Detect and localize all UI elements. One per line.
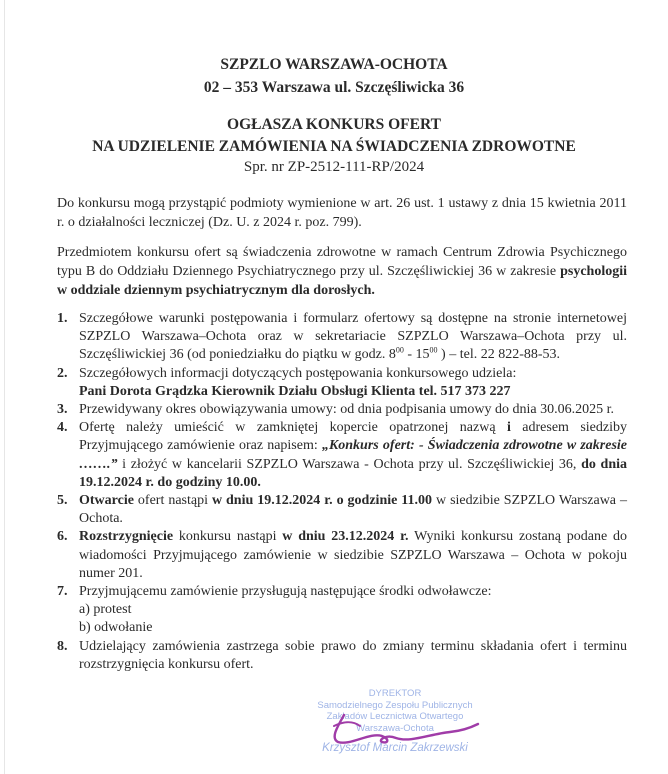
- item-text: Przyjmującemu zamówienie przysługują następujące środki odwoławcze:: [79, 584, 492, 600]
- list-item: [57, 583, 627, 638]
- item-number: 3.: [57, 402, 68, 418]
- announcement-title-line2: NA UDZIELENIE ZAMÓWIENIA NA ŚWIADCZENIA ZDROWOTNE: [92, 138, 576, 155]
- list-item: [57, 365, 627, 401]
- list-item: [57, 492, 627, 528]
- organization-address: 02 – 353 Warszawa ul. Szczęśliwicka 36: [203, 79, 465, 96]
- item-bold: Rozstrzygnięcie: [79, 529, 174, 545]
- envelope-label: „Konkurs ofert: - Świadczenia zdrowotne w zakresie …….”: [79, 438, 627, 472]
- item-text: Wyniki konkursu zostaną podane do wiadomości Przyjmującego zamówienie w siedzibie SZPZLO Warszawa – Ochota w pokoju numer 201.: [79, 529, 627, 581]
- opening-date: w dniu 19.12.2024 r. o godzinie 11.00: [211, 493, 433, 509]
- subject-text: Przedmiotem konkursu ofert są świadczenia zdrowotne w ramach Centrum Zdrowia Psychicznego typu B do Oddziału Dziennego Psychiatrycznego przy ul. Szczęśliwickiej 36 w zakresie: [57, 245, 627, 279]
- stamp-line: DYREKTOR: [368, 688, 422, 699]
- organization-name: SZPZLO WARSZAWA-OCHOTA: [220, 56, 448, 73]
- item-number: 7.: [57, 584, 68, 600]
- item-text: Przewidywany okres obowiązywania umowy: od dnia podpisania umowy do dnia 30.06.2025 r.: [79, 402, 615, 418]
- subject-paragraph: [57, 243, 627, 300]
- hour-superscript: 00: [395, 345, 404, 355]
- subject-scope-bold: psychologii w oddziale dziennym psychiatrycznym dla dorosłych.: [57, 264, 627, 298]
- eligibility-paragraph: Do konkursu mogą przystąpić podmioty wymienione w art. 26 ust. 1 ustawy z dnia 15 kwietnia 2011 r. o działalności leczniczej (Dz. U. z 2024 r. poz. 799).: [57, 196, 627, 230]
- item-text: i złożyć w kancelarii SZPZLO Warszawa - Ochota przy ul. Szczęśliwickiej 36,: [117, 456, 582, 472]
- item-bold: Otwarcie: [79, 493, 134, 509]
- list-item: [57, 419, 627, 492]
- sub-item: a) protest: [79, 602, 132, 618]
- item-bold: i: [506, 420, 511, 436]
- item-number: 8.: [57, 638, 68, 654]
- item-text: adresem siedziby Przyjmującego zamówienie oraz napisem:: [79, 420, 627, 454]
- stamp-line: Warszawa-Ochota: [356, 722, 434, 734]
- item-number: 2.: [57, 365, 68, 381]
- item-text: Szczegółowych informacji dotyczących postępowania konkursowego udziela:: [79, 365, 517, 381]
- list-item: [57, 528, 627, 583]
- sub-item: b) odwołanie: [79, 620, 153, 636]
- submission-deadline: do dnia 19.12.2024 r. do godziny 10.00.: [79, 456, 628, 490]
- list-item: [57, 401, 627, 419]
- item-text: konkursu nastąpi: [173, 529, 283, 545]
- list-item: [57, 310, 627, 365]
- resolution-date: w dniu 23.12.2024 r.: [282, 529, 409, 545]
- item-text: ofert nastąpi: [133, 493, 212, 509]
- item-text: ) – tel. 22 822-88-53.: [437, 347, 561, 363]
- item-text: Ofertę należy umieścić w zamkniętej kopercie opatrzonej nazwą: [79, 420, 507, 436]
- item-text: - 15: [403, 347, 430, 363]
- contact-person: Pani Dorota Grądzka Kierownik Działu Obsługi Klienta tel. 517 373 227: [79, 383, 511, 399]
- conditions-list: [57, 310, 627, 674]
- item-number: 5.: [57, 493, 68, 509]
- stamp-name: Krzysztof Marcin Zakrzewski: [322, 742, 468, 754]
- list-item: [57, 638, 627, 674]
- item-text: w siedzibie SZPZLO Warszawa – Ochota.: [79, 493, 627, 527]
- stamp-line: Zakładów Lecznictwa Otwartego: [326, 711, 464, 722]
- announcement-title-line1: OGŁASZA KONKURS OFERT: [227, 116, 441, 133]
- stamp-line: Samodzielnego Zespołu Publicznych: [317, 699, 473, 711]
- item-number: 6.: [57, 529, 68, 545]
- signature-icon: [330, 712, 480, 752]
- case-number: Spr. nr ZP-2512-111-RP/2024: [243, 159, 425, 175]
- item-text: Szczegółowe warunki postępowania i formularz ofertowy są dostępne na stronie internetowej SZPZLO Warszawa–Ochota oraz w sekretariacie SZPZLO Warszawa–Ochota przy ul. Szczęśliwickiej 36 (od poniedziałku do piątku w godz. 8: [79, 311, 627, 363]
- item-number: 4.: [57, 420, 68, 436]
- item-number: 1.: [57, 311, 68, 326]
- hour-superscript: 00: [429, 345, 438, 355]
- item-text: Udzielający zamówienia zastrzega sobie prawo do zmiany terminu składania ofert i terminu rozstrzygnięcia konkursu ofert.: [79, 638, 627, 672]
